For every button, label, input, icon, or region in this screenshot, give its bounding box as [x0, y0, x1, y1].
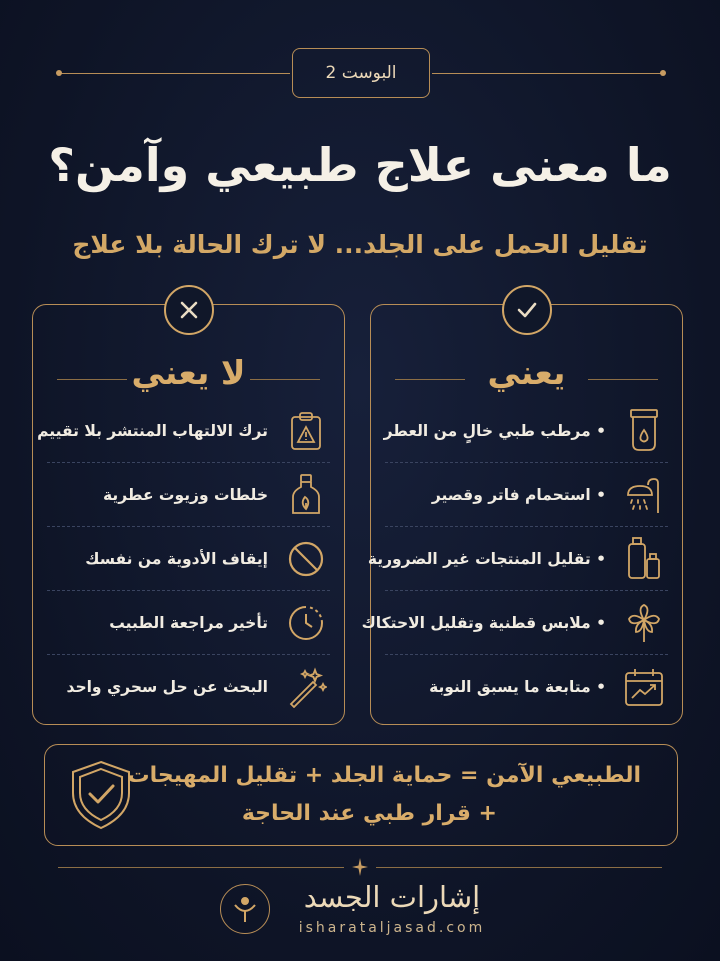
panel-heading — [371, 353, 682, 401]
does-not-mean-panel — [32, 304, 345, 725]
oil-bottle-icon — [282, 471, 330, 519]
calendar-chart-icon — [620, 663, 668, 711]
post-badge-row — [0, 48, 720, 98]
list-item: ترك الالتهاب المنتشر بلا تقييم — [47, 399, 330, 463]
cotton-icon — [620, 599, 668, 647]
summary-line-2: + قرار طبي عند الحاجة — [241, 801, 497, 826]
divider — [58, 73, 290, 74]
brand-name: إشارات الجسد — [303, 880, 481, 914]
cream-tube-icon — [620, 407, 668, 455]
summary-line-1: الطبيعي الآمن = حماية الجلد + تقليل المهيجات — [127, 763, 641, 788]
x-icon — [164, 285, 214, 335]
list-item: • تقليل المنتجات غير الضرورية — [385, 527, 668, 591]
divider — [376, 867, 662, 868]
shield-check-icon — [67, 759, 135, 831]
brand-logo-icon — [220, 884, 270, 934]
check-icon — [502, 285, 552, 335]
divider — [58, 867, 344, 868]
magic-wand-icon — [282, 663, 330, 711]
page-subtitle: تقليل الحمل على الجلد... لا ترك الحالة بلا علاج — [72, 230, 648, 259]
does-mean-panel — [361, 304, 683, 725]
list-item: خلطات وزيوت عطرية — [47, 463, 330, 527]
does-not-mean-heading: لا يعني — [131, 353, 246, 392]
post-number-badge: البوست 2 — [292, 48, 430, 98]
list-item: • متابعة ما يسبق النوبة — [385, 655, 668, 719]
list-item: إيقاف الأدوية من نفسك — [47, 527, 330, 591]
sparkle-icon — [352, 858, 368, 880]
clock-icon — [282, 599, 330, 647]
panel-heading — [33, 353, 344, 401]
bottles-icon — [620, 535, 668, 583]
prohibited-icon — [282, 535, 330, 583]
list-item: البحث عن حل سحري واحد — [47, 655, 330, 719]
list-item: • استحمام فاتر وقصير — [385, 463, 668, 527]
list-item: تأخير مراجعة الطبيب — [47, 591, 330, 655]
divider — [432, 73, 664, 74]
list-item: • ملابس قطنية وتقليل الاحتكاك — [385, 591, 668, 655]
shower-icon — [620, 471, 668, 519]
divider-dot — [660, 70, 666, 76]
page-title: ما معنى علاج طبيعي وآمن؟ — [48, 138, 672, 192]
divider-dot — [56, 70, 62, 76]
summary-box — [44, 744, 678, 846]
list-item: • مرطب طبي خالٍ من العطر — [385, 399, 668, 463]
clipboard-warning-icon — [282, 407, 330, 455]
does-mean-heading: يعني — [487, 353, 566, 392]
brand-url[interactable]: isharataljasad.com — [298, 920, 486, 936]
